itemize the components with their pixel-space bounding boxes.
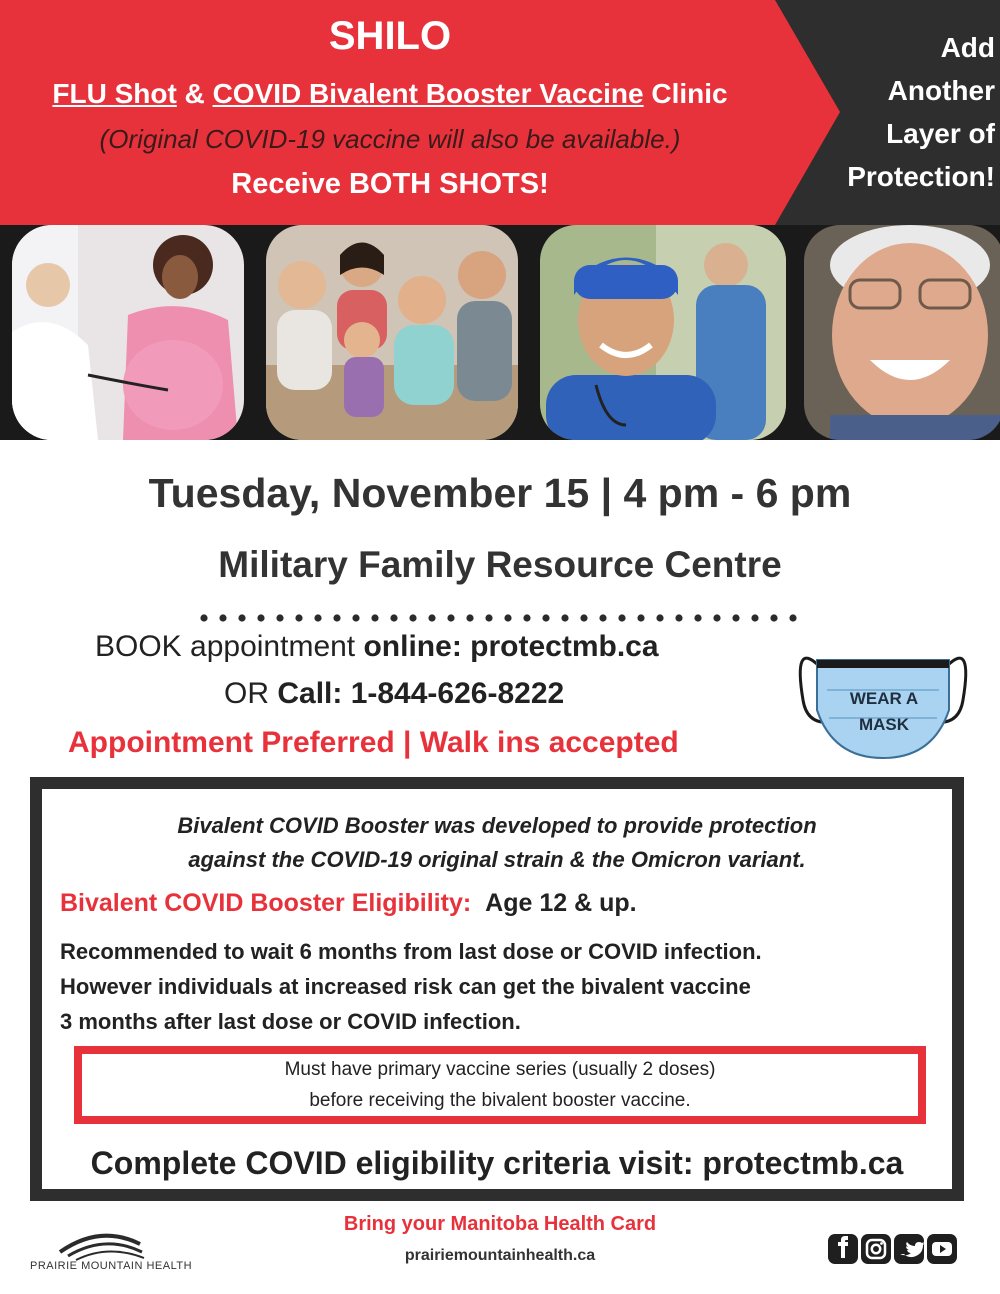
intro-line: Bivalent COVID Booster was developed to provide protection	[177, 813, 817, 838]
booster-intro	[42, 809, 952, 877]
criteria-link-text[interactable]: Complete COVID eligibility criteria visit: protectmb.ca	[90, 1145, 904, 1181]
recommendation-line: Recommended to wait 6 months from last dose or COVID infection.	[60, 939, 762, 964]
call-prefix: OR	[224, 677, 278, 710]
tagline-line: Protection!	[847, 161, 995, 192]
tagline-line: Another	[887, 75, 995, 106]
primary-series-notice	[74, 1046, 926, 1124]
event-date-time: Tuesday, November 15 | 4 pm - 6 pm	[148, 470, 852, 516]
tagline-line: Layer of	[886, 118, 995, 149]
covid-booster-link[interactable]: COVID Bivalent Booster Vaccine	[212, 78, 644, 109]
notice-line: Must have primary vaccine series (usually 2 doses)	[284, 1059, 716, 1080]
phone-number-link[interactable]: Call: 1-844-626-8222	[277, 677, 565, 710]
appointment-notice: Appointment Preferred | Walk ins accepted	[68, 726, 679, 759]
eligibility-heading	[60, 889, 637, 918]
headline-amp: &	[176, 78, 213, 109]
recommendation-line: However individuals at increased risk can get the bivalent vaccine	[60, 974, 751, 999]
photo-strip	[0, 225, 1000, 440]
original-vaccine-note: (Original COVID-19 vaccine will also be available.)	[99, 124, 681, 154]
logo-wordmark: PRAIRIE MOUNTAIN HEALTH	[30, 1260, 193, 1272]
website-link[interactable]: prairiemountainhealth.ca	[404, 1247, 596, 1264]
social-links	[828, 1234, 957, 1264]
twitter-icon[interactable]	[894, 1234, 924, 1264]
flu-shot-link[interactable]: FLU Shot	[52, 78, 177, 109]
eligibility-box	[30, 777, 964, 1201]
booking-phone	[224, 677, 564, 711]
both-shots-text: Receive BOTH SHOTS!	[231, 168, 549, 200]
dotted-divider	[200, 612, 810, 624]
headline-clinic: Clinic	[643, 78, 728, 109]
eligibility-age: Age 12 & up.	[485, 889, 637, 917]
clinic-headline	[0, 78, 780, 110]
youtube-icon[interactable]	[927, 1234, 957, 1264]
recommendation-line: 3 months after last dose or COVID infection.	[60, 1009, 521, 1034]
health-card-reminder: Bring your Manitoba Health Card	[343, 1213, 657, 1235]
booking-url-link[interactable]: online: protectmb.ca	[363, 630, 659, 663]
eligibility-label: Bivalent COVID Booster Eligibility:	[60, 889, 472, 917]
facebook-icon[interactable]	[828, 1234, 858, 1264]
photo-nurse	[536, 225, 790, 440]
photo-senior	[800, 225, 1000, 440]
mask-label-line: MASK	[858, 715, 910, 734]
intro-line: against the COVID-19 original strain & the Omicron variant.	[188, 847, 806, 872]
booking-prefix: BOOK appointment	[95, 630, 364, 663]
mask-label-line: WEAR A	[849, 689, 919, 708]
header-banner	[0, 0, 1000, 225]
wear-mask-label	[820, 686, 948, 738]
booking-online	[95, 630, 659, 664]
photo-pregnant-patient	[8, 225, 248, 440]
protection-tagline	[815, 26, 995, 198]
notice-line: before receiving the bivalent booster vaccine.	[309, 1090, 691, 1111]
instagram-icon[interactable]	[861, 1234, 891, 1264]
recommendation-text	[60, 934, 762, 1039]
event-location: Military Family Resource Centre	[218, 544, 782, 585]
clinic-location-title: SHILO	[328, 14, 452, 58]
tagline-line: Add	[940, 32, 995, 63]
photo-family	[262, 225, 522, 440]
